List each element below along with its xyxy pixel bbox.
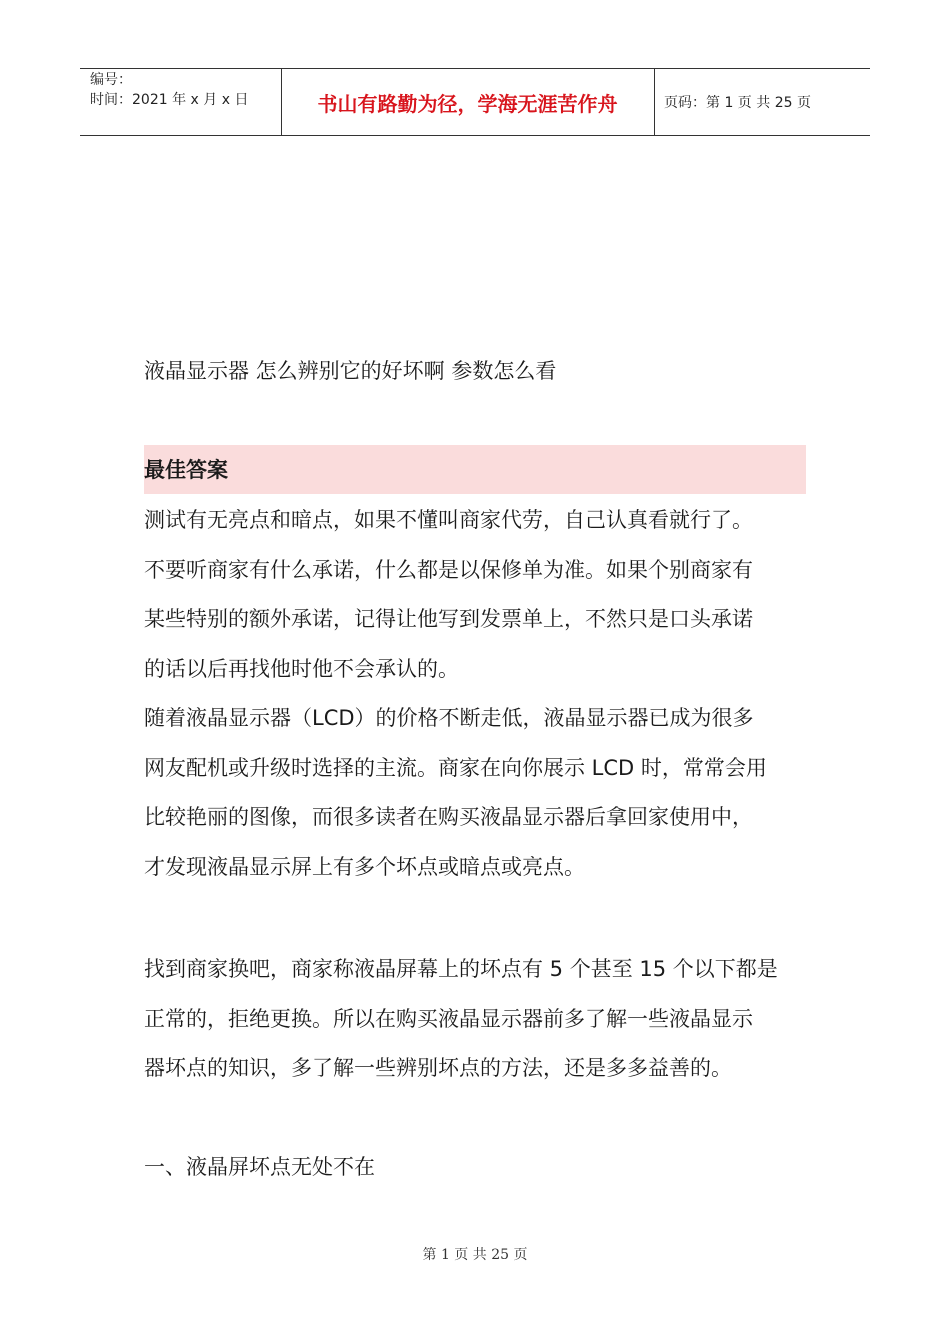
paragraph-line: 器坏点的知识，多了解一些辨别坏点的方法，还是多多益善的。 [144,1056,732,1080]
page-header [80,68,870,136]
paragraph-line: 网友配机或升级时选择的主流。商家在向你展示 LCD 时，常常会用 [144,755,767,780]
header-meta-cell [80,69,282,135]
document-number-label: 编号： [90,72,132,88]
paragraph-line: 比较艳丽的图像，而很多读者在购买液晶显示器后拿回家使用中， [144,805,753,829]
header-motto-cell [281,69,655,135]
section-heading-1: 一、液晶屏坏点无处不在 [144,1155,375,1179]
answer-paragraph-1 [144,496,767,892]
document-date-label: 时间：2021 年 x 月 x 日 [90,92,249,108]
page-footer: 第 1 页 共 25 页 [422,1247,528,1263]
paragraph-line: 找到商家换吧，商家称液晶屏幕上的坏点有 5 个甚至 15 个以下都是 [144,957,778,981]
paragraph-line: 某些特别的额外承诺，记得让他写到发票单上，不然只是口头承诺 [144,607,753,631]
paragraph-line: 才发现液晶显示屏上有多个坏点或暗点或亮点。 [144,854,585,879]
answer-paragraph-2 [144,945,778,1094]
paragraph-line: 正常的，拒绝更换。所以在购买液晶显示器前多了解一些液晶显示 [144,1006,753,1031]
paragraph-line: 的话以后再找他时他不会承认的。 [144,656,459,681]
best-answer-banner [144,445,806,494]
header-page-info: 页码：第 1 页 共 25 页 [664,95,811,111]
best-answer-label: 最佳答案 [144,458,228,482]
paragraph-line: 随着液晶显示器（LCD）的价格不断走低，液晶显示器已成为很多 [144,706,754,730]
document-title: 液晶显示器 怎么辨别它的好坏啊 参数怎么看 [144,359,557,383]
paragraph-line: 不要听商家有什么承诺，什么都是以保修单为准。如果个别商家有 [144,557,753,582]
paragraph-line: 测试有无亮点和暗点，如果不懂叫商家代劳，自己认真看就行了。 [144,508,753,532]
header-motto: 书山有路勤为径，学海无涯苦作舟 [317,92,618,116]
header-page-cell [654,69,870,135]
